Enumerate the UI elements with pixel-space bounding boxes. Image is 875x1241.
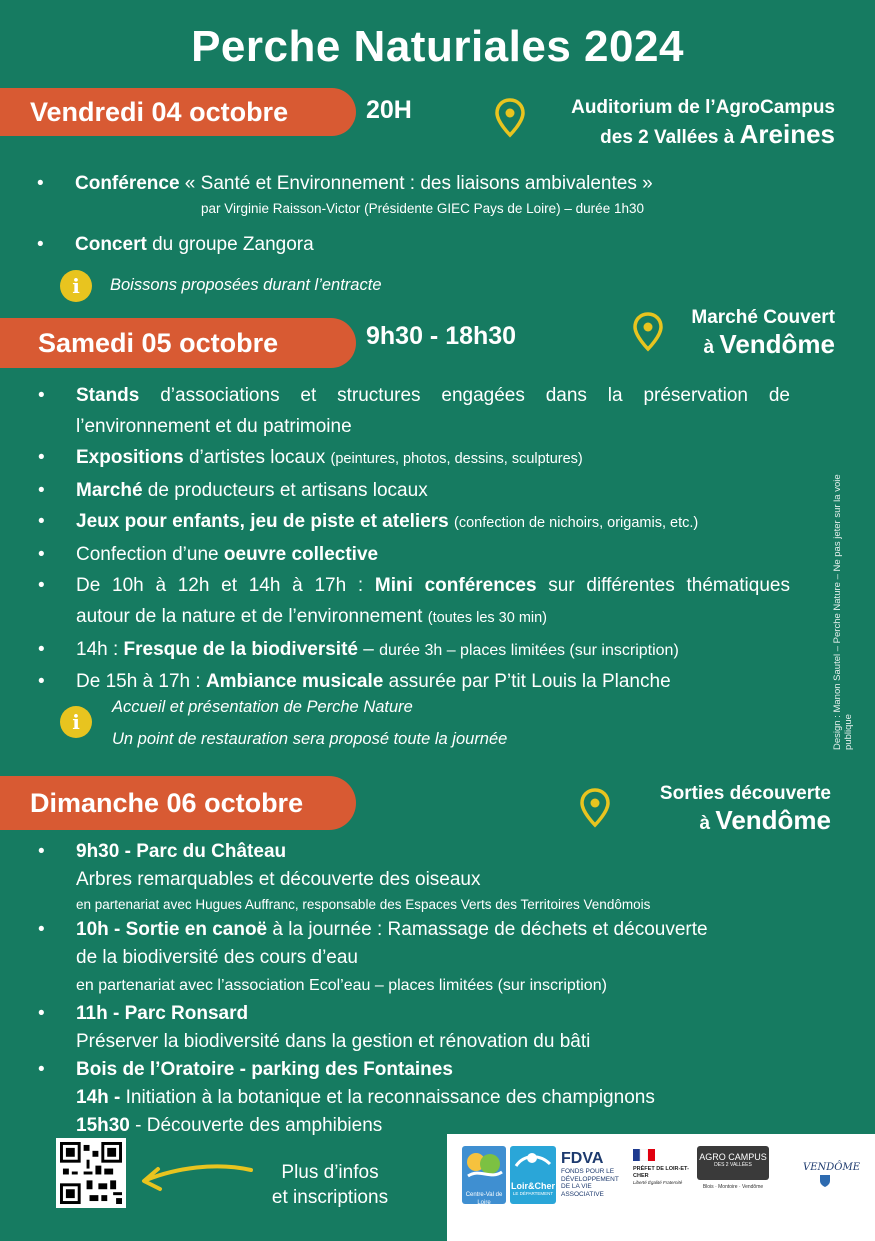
- location-saturday: [691, 304, 835, 361]
- item-text: de la biodiversité des cours d’eau: [76, 947, 359, 968]
- item-text: De 15h à 17h :: [76, 671, 206, 692]
- item-title: Jeux pour enfants, jeu de piste et ateliers: [76, 511, 449, 532]
- logo-vendome: [803, 1162, 861, 1192]
- info-text: Boissons proposées durant l’entracte: [110, 276, 382, 294]
- bullet: •: [38, 1003, 45, 1024]
- qr-code[interactable]: [56, 1138, 126, 1208]
- item-title: Expositions: [76, 447, 184, 468]
- location-sunday: [660, 780, 831, 837]
- item-title: Ambiance musicale: [205, 671, 384, 692]
- shield-icon: [819, 1174, 831, 1188]
- page-title: Perche Naturiales 2024: [191, 22, 684, 71]
- logo-text: AGRO CAMPUS: [699, 1152, 767, 1162]
- saturday-program: [38, 380, 790, 697]
- item-text: assurée par P’tit Louis la Planche: [383, 671, 671, 692]
- item-note: en partenariat avec Hugues Auffranc, responsable des Espaces Verts des Territoires Vendômois: [76, 897, 651, 912]
- item-text: - Découverte des amphibiens: [129, 1115, 383, 1136]
- bullet: •: [38, 919, 45, 940]
- item-note: durée 3h – places limitées (sur inscription): [379, 642, 679, 659]
- logo-text: FDVA: [561, 1150, 604, 1167]
- location-friday: [571, 94, 835, 151]
- item-title: Stands: [76, 385, 140, 406]
- item-continuation: [76, 601, 790, 634]
- item-text: d’associations et structures engagées dans la préservation de: [139, 385, 790, 406]
- item-text: du groupe Zangora: [146, 234, 314, 255]
- item-text: 14h :: [76, 639, 124, 660]
- item-title: 9h30 - Parc du Château: [76, 841, 287, 862]
- bullet: •: [38, 841, 45, 862]
- logo-fdva: [561, 1150, 629, 1198]
- location-pin-icon: [580, 788, 610, 828]
- logo-agrocampus: [697, 1146, 769, 1180]
- bullet: •: [38, 544, 45, 565]
- location-pin-icon: [495, 98, 525, 138]
- location-line: des 2 Vallées à: [600, 127, 740, 148]
- item-text: l’environnement et du patrimoine: [76, 416, 352, 437]
- bullet: •: [38, 447, 45, 468]
- logo-text: LE DÉPARTEMENT: [512, 1191, 554, 1196]
- logo-text: PRÉFET DE LOIR-ET-CHER: [633, 1166, 689, 1179]
- item-title: 14h -: [76, 1087, 121, 1108]
- department-icon: [510, 1146, 556, 1176]
- bullet: •: [38, 639, 45, 660]
- day-label: Dimanche 06 octobre: [30, 787, 304, 818]
- arrow-left-icon: [136, 1158, 256, 1198]
- list-item: [38, 1000, 836, 1028]
- item-title: 10h - Sortie en canoë: [76, 919, 268, 940]
- bullet: •: [37, 234, 44, 255]
- location-city: Vendôme: [715, 805, 831, 835]
- item-text: Arbres remarquables et découverte des oiseaux: [76, 869, 481, 890]
- logo-prefet: [633, 1148, 689, 1186]
- list-item: [37, 168, 835, 199]
- event-time: 9h30 - 18h30: [366, 322, 517, 350]
- more-info: [250, 1160, 410, 1210]
- item-title: Marché: [76, 480, 143, 501]
- list-item: [38, 838, 836, 866]
- region-icon: [462, 1146, 506, 1186]
- partner-logos: [447, 1134, 875, 1241]
- qr-code-icon: [60, 1142, 122, 1204]
- logo-text: Loir&Cher: [510, 1181, 555, 1191]
- bullet: •: [38, 511, 45, 532]
- item-text: sur différentes thématiques: [536, 575, 790, 596]
- bullet: •: [38, 1059, 45, 1080]
- day-label: Samedi 05 octobre: [38, 327, 279, 358]
- item-note: (toutes les 30 min): [427, 610, 548, 626]
- location-line: à: [699, 813, 716, 834]
- bullet: •: [37, 173, 44, 194]
- conference-detail: par Virginie Raisson-Victor (Présidente GIEC Pays de Loire) – durée 1h30: [201, 201, 644, 216]
- item-title: Mini conférences: [374, 575, 537, 596]
- list-item: [38, 380, 790, 411]
- item-title: Concert: [75, 234, 147, 255]
- bullet: •: [38, 480, 45, 501]
- event-time: 20H: [366, 96, 412, 124]
- info-icon: i: [60, 706, 92, 738]
- bullet: •: [38, 671, 45, 692]
- item-note: (peintures, photos, dessins, sculptures): [330, 451, 583, 467]
- item-text: à la journée : Ramassage de déchets et découverte: [267, 919, 708, 940]
- location-line: Sorties découverte: [659, 783, 831, 804]
- item-title: Conférence: [75, 173, 180, 194]
- list-item: [38, 666, 790, 697]
- item-note: (confection de nichoirs, origamis, etc.): [454, 515, 699, 531]
- item-title: oeuvre collective: [223, 544, 379, 565]
- info-icon: i: [60, 270, 92, 302]
- location-line: à: [703, 337, 720, 358]
- list-item: [38, 1056, 836, 1084]
- location-city: Areines: [739, 119, 835, 149]
- location-pin-icon: [633, 312, 663, 352]
- day-banner-friday: [0, 88, 356, 136]
- list-item: [38, 506, 790, 539]
- location-line: Marché Couvert: [691, 307, 835, 328]
- design-credit: Design : Manon Sautel – Perche Nature – Ne pas jeter sur la voie publique: [832, 474, 854, 750]
- item-title: Fresque de la biodiversité: [123, 639, 358, 660]
- item-text: de producteurs et artisans locaux: [142, 480, 428, 501]
- flag-icon: [633, 1149, 655, 1161]
- logo-loir-et-cher: [510, 1146, 556, 1204]
- list-item: [37, 229, 835, 260]
- list-item: [38, 634, 790, 666]
- item-text: Initiation à la botanique et la reconnaissance des champignons: [120, 1087, 655, 1108]
- list-item: [38, 442, 790, 475]
- logo-text: Centre-Val de Loire: [465, 1192, 503, 1206]
- info-text: Un point de restauration sera proposé toute la journée: [112, 730, 508, 748]
- location-city: Vendôme: [719, 329, 835, 359]
- item-title: 11h - Parc Ronsard: [76, 1003, 249, 1024]
- sunday-program: [38, 838, 836, 1140]
- logo-text: DES 2 VALLÉES: [714, 1162, 752, 1168]
- item-text: Préserver la biodiversité dans la gestion et rénovation du bâti: [76, 1031, 591, 1052]
- logo-text: VENDÔME: [803, 1162, 861, 1173]
- logo-agrocampus-detail: Blois · Montoire · Vendôme: [702, 1184, 764, 1190]
- list-item: [38, 916, 836, 944]
- item-text: Confection d’une: [76, 544, 224, 565]
- item-continuation: [76, 1084, 836, 1112]
- bullet: •: [38, 575, 45, 596]
- day-banner-sunday: [0, 776, 356, 830]
- list-item: [38, 539, 790, 570]
- info-text: Accueil et présentation de Perche Nature: [112, 698, 413, 716]
- list-item: [38, 475, 790, 506]
- item-title: 15h30: [76, 1115, 130, 1136]
- bullet: •: [38, 385, 45, 406]
- logo-text: Liberté Égalité Fraternité: [633, 1180, 683, 1185]
- item-text: De 10h à 12h et 14h à 17h :: [76, 575, 375, 596]
- item-title: Bois de l’Oratoire - parking des Fontaines: [76, 1059, 453, 1080]
- location-line: Auditorium de l’AgroCampus: [571, 97, 835, 118]
- item-text: d’artistes locaux: [183, 447, 331, 468]
- item-text: –: [357, 639, 380, 660]
- list-item: [38, 570, 790, 601]
- more-info-line: et inscriptions: [271, 1187, 389, 1208]
- day-label: Vendredi 04 octobre: [30, 96, 289, 127]
- friday-program: [37, 168, 835, 260]
- item-note: en partenariat avec l’association Ecol’eau – places limitées (sur inscription): [76, 977, 607, 994]
- item-text: « Santé et Environnement : des liaisons ambivalentes »: [179, 173, 653, 194]
- logo-text: FONDS POUR LE DÉVELOPPEMENT DE LA VIE ASSOCIATIVE: [561, 1168, 619, 1198]
- more-info-line: Plus d’infos: [281, 1162, 379, 1183]
- logo-centre-val-de-loire: [462, 1146, 506, 1204]
- item-text: autour de la nature et de l’environnement: [76, 606, 428, 627]
- day-banner-saturday: [0, 318, 356, 368]
